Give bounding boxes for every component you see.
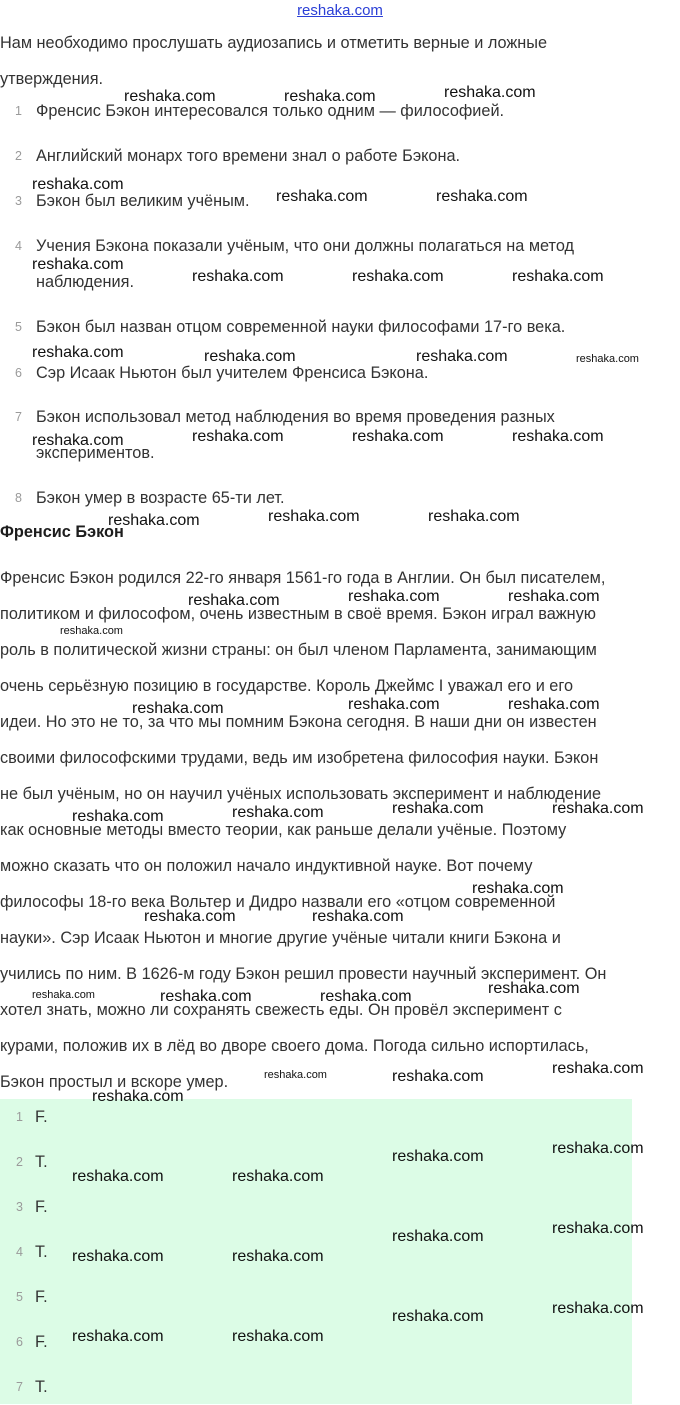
watermark-text: reshaka.com <box>92 1088 184 1105</box>
watermark-text: reshaka.com <box>72 1328 164 1345</box>
passage-line: учились по ним. В 1626-м году Бэкон решил провести научный эксперимент. Он <box>0 965 607 983</box>
watermark-text: reshaka.com <box>192 428 284 445</box>
watermark-text: reshaka.com <box>392 1308 484 1325</box>
watermark-text: reshaka.com <box>60 625 123 637</box>
statement-text: Френсис Бэкон интересовался только одним — философией. <box>36 102 505 120</box>
watermark-text: reshaka.com <box>108 512 200 529</box>
answer-value: F. <box>35 1333 48 1351</box>
watermark-text: reshaka.com <box>352 428 444 445</box>
watermark-text: reshaka.com <box>352 268 444 285</box>
answer-row <box>0 1189 632 1225</box>
statement-text: Бэкон умер в возрасте 65-ти лет. <box>36 489 285 507</box>
statement-number: 2 <box>15 149 22 163</box>
passage-line: как основные методы вместо теории, как раньше делали учёные. Поэтому <box>0 821 567 839</box>
statement-text: Бэкон был великим учёным. <box>36 192 250 210</box>
statement-number: 6 <box>15 366 22 380</box>
instruction-line: Нам необходимо прослушать аудиозапись и отметить верные и ложные <box>0 34 548 52</box>
answer-number: 5 <box>16 1290 23 1304</box>
watermark-text: reshaka.com <box>428 508 520 525</box>
watermark-text: reshaka.com <box>488 980 580 997</box>
watermark-text: reshaka.com <box>232 804 324 821</box>
watermark-text: reshaka.com <box>276 188 368 205</box>
passage-line: можно сказать что он положил начало индуктивной науке. Вот почему <box>0 857 533 875</box>
watermark-text: reshaka.com <box>552 1060 644 1077</box>
watermark-text: reshaka.com <box>392 1228 484 1245</box>
passage-line: политиком и философом, очень известным в своё время. Бэкон играл важную <box>0 605 596 623</box>
instruction-line: утверждения. <box>0 70 104 88</box>
answer-value: T. <box>35 1243 48 1261</box>
watermark-text: reshaka.com <box>72 1168 164 1185</box>
passage-line: Френсис Бэкон родился 22-го января 1561-го года в Англии. Он был писателем, <box>0 569 606 587</box>
passage-line: не был учёным, но он научил учёных использовать эксперимент и наблюдение <box>0 785 602 803</box>
watermark-text: reshaka.com <box>416 348 508 365</box>
watermark-text: reshaka.com <box>204 348 296 365</box>
watermark-text: reshaka.com <box>312 908 404 925</box>
watermark-text: reshaka.com <box>436 188 528 205</box>
watermark-text: reshaka.com <box>348 588 440 605</box>
passage-line: роль в политической жизни страны: он был членом Парламента, занимающим <box>0 641 597 659</box>
watermark-text: reshaka.com <box>232 1248 324 1265</box>
watermark-text: reshaka.com <box>508 696 600 713</box>
watermark-text: reshaka.com <box>264 1069 327 1081</box>
watermark-text: reshaka.com <box>444 84 536 101</box>
statement-line: наблюдения. <box>36 273 134 291</box>
watermark-text: reshaka.com <box>284 88 376 105</box>
statement-number: 3 <box>15 194 22 208</box>
answer-value: T. <box>35 1153 48 1171</box>
answer-value: T. <box>35 1378 48 1396</box>
watermark-text: reshaka.com <box>392 1068 484 1085</box>
watermark-text: reshaka.com <box>188 592 280 609</box>
statement-text: Бэкон был назван отцом современной науки философами 17-го века. <box>36 318 566 336</box>
statement-number: 7 <box>15 410 22 424</box>
watermark-text: reshaka.com <box>160 988 252 1005</box>
watermark-text: reshaka.com <box>32 344 124 361</box>
watermark-text: reshaka.com <box>348 696 440 713</box>
watermark-text: reshaka.com <box>472 880 564 897</box>
answer-row <box>0 1369 632 1405</box>
watermark-text: reshaka.com <box>552 1300 644 1317</box>
watermark-text: reshaka.com <box>232 1328 324 1345</box>
statement-text: Сэр Исаак Ньютон был учителем Френсиса Бэкона. <box>36 364 429 382</box>
passage-line: философы 18-го века Вольтер и Дидро назвали его «отцом современной <box>0 893 556 911</box>
statement-text: Английский монарх того времени знал о работе Бэкона. <box>36 147 461 165</box>
passage-line: очень серьёзную позицию в государстве. Король Джеймс I уважал его и его <box>0 677 573 695</box>
statement-text <box>36 228 676 300</box>
statement-number: 5 <box>15 320 22 334</box>
watermark-text: reshaka.com <box>512 428 604 445</box>
answer-number: 7 <box>16 1380 23 1394</box>
answer-number: 4 <box>16 1245 23 1259</box>
watermark-text: reshaka.com <box>144 908 236 925</box>
statement-number: 4 <box>15 239 22 253</box>
answer-value: F. <box>35 1108 48 1126</box>
passage-text <box>0 560 680 1100</box>
watermark-text: reshaka.com <box>124 88 216 105</box>
watermark-text: reshaka.com <box>72 808 164 825</box>
watermark-text: reshaka.com <box>72 1248 164 1265</box>
passage-line: Бэкон простыл и вскоре умер. <box>0 1073 229 1091</box>
watermark-text: reshaka.com <box>32 176 124 193</box>
statement-line: Учения Бэкона показали учёным, что они должны полагаться на метод <box>36 237 575 255</box>
statement-line: экспериментов. <box>36 444 155 462</box>
watermark-text: reshaka.com <box>392 1148 484 1165</box>
watermark-text: reshaka.com <box>552 1220 644 1237</box>
watermark-text: reshaka.com <box>32 256 124 273</box>
watermark-text: reshaka.com <box>232 1168 324 1185</box>
passage-line: хотел знать, можно ли сохранять свежесть еды. Он провёл эксперимент с <box>0 1001 562 1019</box>
watermark-text: reshaka.com <box>32 989 95 1001</box>
statement-line: Бэкон использовал метод наблюдения во время проведения разных <box>36 408 555 426</box>
watermark-text: reshaka.com <box>132 700 224 717</box>
passage-line: науки». Сэр Исаак Ньютон и многие другие учёные читали книги Бэкона и <box>0 929 561 947</box>
statement-number: 8 <box>15 491 22 505</box>
watermark-text: reshaka.com <box>552 1140 644 1157</box>
task-instruction <box>0 25 660 97</box>
watermark-text: reshaka.com <box>508 588 600 605</box>
watermark-text: reshaka.com <box>512 268 604 285</box>
watermark-text: reshaka.com <box>576 353 639 365</box>
watermark-text: reshaka.com <box>392 800 484 817</box>
watermark-text: reshaka.com <box>268 508 360 525</box>
site-header-link[interactable]: reshaka.com <box>297 2 383 19</box>
passage-line: своими философскими трудами, ведь им изобретена философия науки. Бэкон <box>0 749 599 767</box>
watermark-text: reshaka.com <box>552 800 644 817</box>
answer-row <box>0 1279 632 1315</box>
passage-line: курами, положив их в лёд во дворе своего дома. Погода сильно испортилась, <box>0 1037 589 1055</box>
watermark-text: reshaka.com <box>192 268 284 285</box>
statement-number: 1 <box>15 104 22 118</box>
answer-number: 3 <box>16 1200 23 1214</box>
watermark-text: reshaka.com <box>32 432 124 449</box>
passage-title: Френсис Бэкон <box>0 523 124 541</box>
passage-line: идеи. Но это не то, за что мы помним Бэкона сегодня. В наши дни он известен <box>0 713 597 731</box>
watermark-text: reshaka.com <box>320 988 412 1005</box>
answer-number: 1 <box>16 1110 23 1124</box>
answer-value: F. <box>35 1288 48 1306</box>
answer-number: 2 <box>16 1155 23 1169</box>
answer-value: F. <box>35 1198 48 1216</box>
answer-number: 6 <box>16 1335 23 1349</box>
